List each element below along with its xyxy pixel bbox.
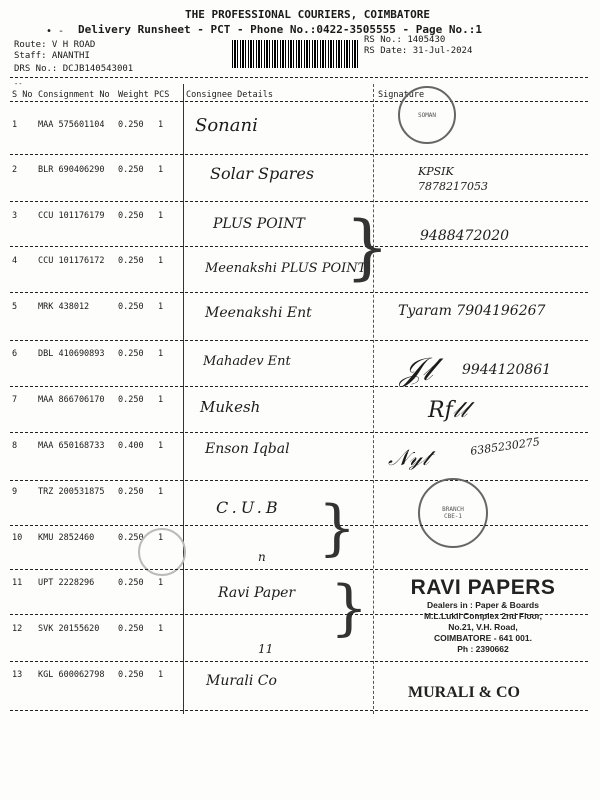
col-signature: Signature: [378, 90, 425, 100]
row-consignment: UPT 2228296: [38, 578, 95, 588]
row-divider: [10, 569, 588, 570]
col-consignment: Consignment No: [38, 90, 110, 100]
row-consignment: MRK 438012: [38, 302, 90, 312]
row-consignment: BLR 690406290: [38, 165, 105, 175]
row-pcs: 1: [158, 487, 164, 497]
row-sno: 10: [12, 533, 23, 543]
row-weight: 0.250: [118, 578, 144, 588]
brace-mark: }: [318, 493, 357, 563]
row-pcs: 1: [158, 302, 164, 312]
row-divider: [10, 661, 588, 662]
consignee-handwriting: PLUS POINT: [213, 216, 305, 232]
row-divider: [10, 246, 588, 247]
row-consignment: TRZ 200531875: [38, 487, 105, 497]
col-pcs: PCS: [154, 90, 170, 100]
row-pcs: 1: [158, 395, 164, 405]
brace-mark: }: [330, 573, 369, 643]
consignee-handwriting: Meenakshi PLUS POINT: [205, 261, 367, 276]
row-sno: 1: [12, 120, 18, 130]
signature-scribble-icon: 𝒥𝓁: [400, 350, 433, 388]
row-sno: 5: [12, 302, 18, 312]
company-title: THE PROFESSIONAL COURIERS, COIMBATORE: [185, 8, 431, 21]
row-pcs: 1: [158, 670, 164, 680]
header-divider: [10, 77, 588, 78]
row-pcs: 1: [158, 533, 164, 543]
row-divider: [10, 154, 588, 155]
signature-handwriting: 6385230275: [469, 435, 541, 458]
row-consignment: SVK 20155620: [38, 624, 100, 634]
row-sno: 2: [12, 165, 18, 175]
route-label: Route: V H ROAD: [14, 40, 96, 50]
bank-stamp-icon: BRANCH CBE-1: [418, 478, 488, 548]
stamp-company-name: RAVI PAPERS: [410, 576, 556, 599]
row-pcs: 1: [158, 624, 164, 634]
row-divider: [10, 292, 588, 293]
stamp-line: Ph : 2390662: [457, 644, 509, 654]
signature-left-line: [373, 84, 374, 714]
row-pcs: 1: [158, 578, 164, 588]
row-weight: 0.250: [118, 211, 144, 221]
bullet-icon: • -: [46, 26, 65, 37]
row-sno: 12: [12, 624, 23, 634]
signature-scribble-icon: 𝒩𝓎𝓉: [388, 446, 430, 471]
row-consignment: KMU 2852460: [38, 533, 95, 543]
row-pcs: 1: [158, 211, 164, 221]
signature-stamp: MURALI & CO: [408, 684, 520, 701]
row-pcs: 1: [158, 441, 164, 451]
row-divider: [10, 201, 588, 202]
row-pcs: 1: [158, 256, 164, 266]
row-sno: 3: [12, 211, 18, 221]
brace-mark: }: [345, 206, 390, 288]
signature-handwriting: 9488472020: [420, 228, 510, 244]
row-consignment: KGL 600062798: [38, 670, 105, 680]
rs-number: RS No.: 1405430: [364, 35, 446, 45]
row-weight: 0.250: [118, 302, 144, 312]
consignee-handwriting: Solar Spares: [210, 164, 315, 183]
row-weight: 0.250: [118, 670, 144, 680]
row-weight: 0.250: [118, 624, 144, 634]
signature-handwriting: Tyaram 7904196267: [398, 303, 546, 319]
consignee-handwriting: Murali Co: [206, 673, 277, 689]
row-divider: [10, 525, 588, 526]
consignee-handwriting: n: [258, 550, 266, 564]
row-weight: 0.250: [118, 487, 144, 497]
barcode-icon: [232, 40, 358, 68]
runsheet-subtitle: Delivery Runsheet - PCT - Phone No.:0422-3505555 - Page No.:1: [78, 23, 482, 36]
stamp-line: M.L.Lukil Complex 2nd Floor,: [423, 611, 543, 621]
signature-handwriting: KPSIK 7878217053: [418, 165, 488, 193]
col-sno: S No: [12, 90, 33, 100]
row-sno: 4: [12, 256, 18, 266]
row-consignment: CCU 101176179: [38, 211, 105, 221]
row-weight: 0.250: [118, 533, 144, 543]
consignee-handwriting: Enson Iqbal: [205, 441, 290, 457]
row-pcs: 1: [158, 165, 164, 175]
row-sno: 9: [12, 487, 18, 497]
dots: --: [14, 80, 23, 88]
consignee-handwriting: Meenakshi Ent: [205, 305, 312, 321]
staff-label: Staff: ANANTHI: [14, 51, 90, 61]
row-weight: 0.250: [118, 395, 144, 405]
row-consignment: MAA 866706170: [38, 395, 105, 405]
row-consignment: CCU 101176172: [38, 256, 105, 266]
consignee-handwriting: Mahadev Ent: [203, 354, 291, 369]
row-weight: 0.400: [118, 441, 144, 451]
stamp-line: COIMBATORE - 641 001.: [434, 633, 532, 643]
signature-stamp-icon: SOMAN: [398, 86, 456, 144]
consignee-handwriting: Sonani: [195, 115, 258, 136]
row-divider: [10, 432, 588, 433]
signature-handwriting: 9944120861: [462, 362, 552, 378]
stamp-line: No.21, V.H. Road,: [448, 622, 518, 632]
row-sno: 6: [12, 349, 18, 359]
signature-scribble-icon: Rf𝓁𝓁: [428, 398, 468, 423]
consignee-handwriting: Mukesh: [200, 398, 261, 416]
consignee-handwriting: C.U.B: [216, 498, 282, 517]
row-sno: 7: [12, 395, 18, 405]
col-weight: Weight: [118, 90, 149, 100]
column-divider: [10, 101, 588, 102]
row-weight: 0.250: [118, 165, 144, 175]
drs-label: DRS No.: DCJB140543001: [14, 64, 134, 74]
row-weight: 0.250: [118, 256, 144, 266]
row-sno: 13: [12, 670, 23, 680]
stamp-line: Dealers in : Paper & Boards: [427, 600, 539, 610]
consignee-handwriting: Ravi Paper: [218, 585, 296, 601]
row-divider: [10, 480, 588, 481]
consignee-handwriting: 11: [258, 642, 274, 656]
col-consignee: Consignee Details: [186, 90, 273, 100]
row-divider: [10, 340, 588, 341]
row-weight: 0.250: [118, 120, 144, 130]
row-divider: [10, 710, 588, 711]
row-pcs: 1: [158, 349, 164, 359]
ravi-papers-stamp: [398, 576, 568, 655]
rs-date: RS Date: 31-Jul-2024: [364, 46, 473, 56]
row-consignment: MAA 650168733: [38, 441, 105, 451]
row-consignment: DBL 410690893: [38, 349, 105, 359]
row-sno: 8: [12, 441, 18, 451]
row-pcs: 1: [158, 120, 164, 130]
row-weight: 0.250: [118, 349, 144, 359]
row-consignment: MAA 575601104: [38, 120, 105, 130]
row-sno: 11: [12, 578, 23, 588]
row-divider: [10, 386, 588, 387]
consignee-left-line: [183, 84, 184, 714]
